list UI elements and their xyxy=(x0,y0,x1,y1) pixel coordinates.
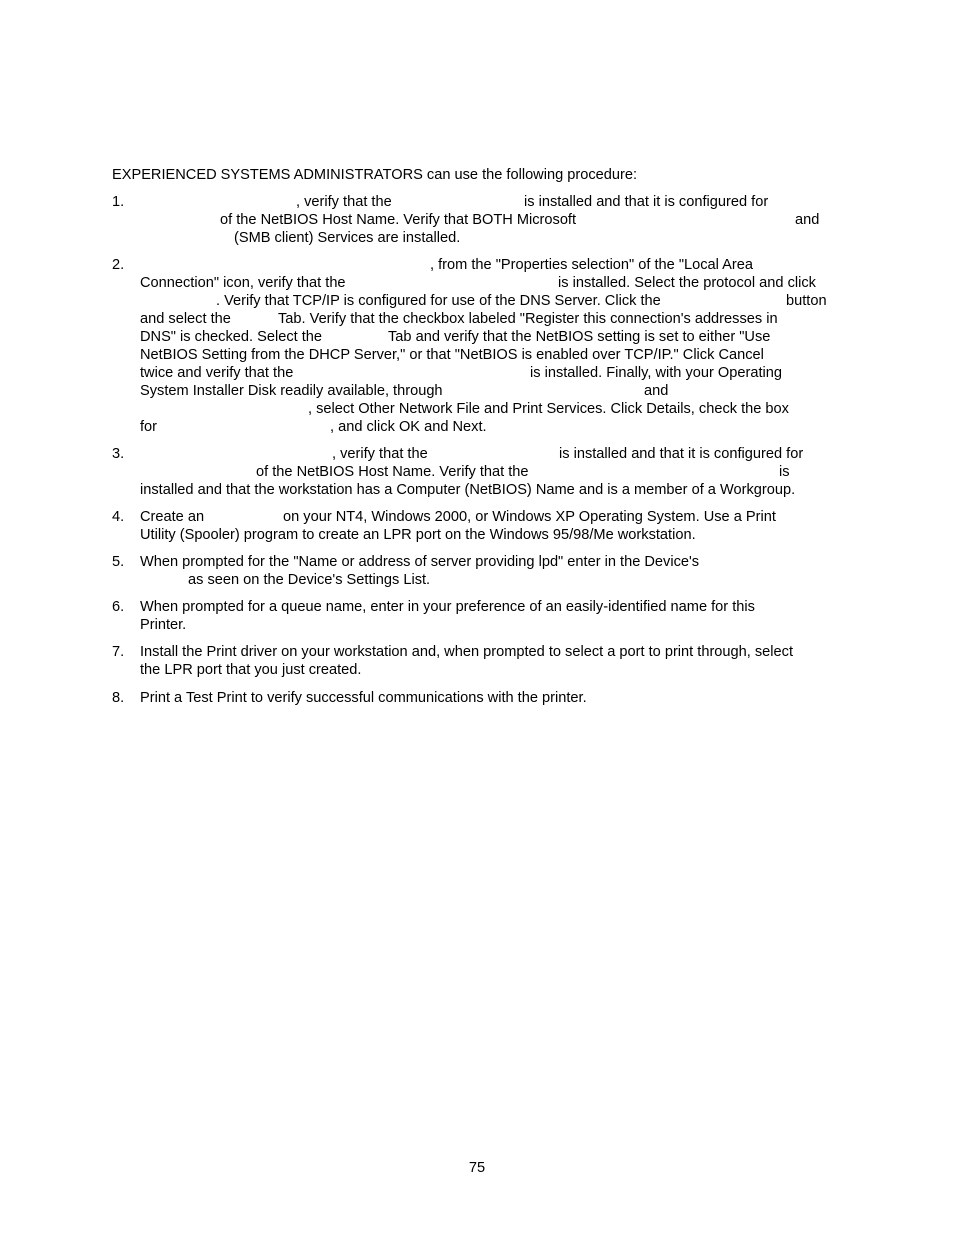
list-item-text: System Installer Disk readily available, through xyxy=(140,383,443,399)
list-item-number: 5. xyxy=(112,554,125,570)
list-item-text: and xyxy=(795,212,820,228)
list-item-text: , select Other Network File and Print Services. Click Details, check the box xyxy=(308,401,789,417)
list-item-text: Utility (Spooler) program to create an LPR port on the Windows 95/98/Me workstation. xyxy=(140,527,696,543)
list-item-text: for xyxy=(140,419,158,435)
list-item-text: Connection" icon, verify that the xyxy=(140,275,346,291)
list-item-text: twice and verify that the xyxy=(140,365,294,381)
list-item-text: and select the xyxy=(140,311,231,327)
list-item-text: installed and that the workstation has a Computer (NetBIOS) Name and is a member of a Workgroup. xyxy=(140,482,796,498)
page-number: 75 xyxy=(468,1160,486,1176)
list-item-number: 8. xyxy=(112,690,125,706)
list-item-text: Create an xyxy=(140,509,205,525)
list-item-text: is installed and that it is configured for xyxy=(524,194,769,210)
list-item-number: 4. xyxy=(112,509,125,525)
list-item-text: is installed. Finally, with your Operating xyxy=(530,365,782,381)
list-item-text: , from the "Properties selection" of the "Local Area xyxy=(430,257,753,273)
list-item-number: 1. xyxy=(112,194,125,210)
list-item-number: 7. xyxy=(112,644,125,660)
list-item-text: of the NetBIOS Host Name. Verify that BOTH Microsoft xyxy=(220,212,577,228)
list-item-number: 6. xyxy=(112,599,125,615)
list-item-number: 3. xyxy=(112,446,125,462)
list-item-text: as seen on the Device's Settings List. xyxy=(188,572,431,588)
list-item-text: DNS" is checked. Select the xyxy=(140,329,323,345)
list-item-text: . Verify that TCP/IP is configured for use of the DNS Server. Click the xyxy=(216,293,661,309)
list-item-text: is installed. Select the protocol and click xyxy=(558,275,816,291)
list-item-text: Tab and verify that the NetBIOS setting is set to either "Use xyxy=(388,329,771,345)
list-item-text: Printer. xyxy=(140,617,187,633)
list-item-text: is xyxy=(779,464,790,480)
list-item-text: button xyxy=(786,293,827,309)
list-item-text: , verify that the xyxy=(332,446,428,462)
list-item-text: (SMB client) Services are installed. xyxy=(234,230,461,246)
list-item-text: , verify that the xyxy=(296,194,392,210)
list-item-text: When prompted for a queue name, enter in your preference of an easily-identified name for this xyxy=(140,599,755,615)
list-item-number: 2. xyxy=(112,257,125,273)
intro-text: EXPERIENCED SYSTEMS ADMINISTRATORS can use the following procedure: xyxy=(112,167,638,183)
list-item-text: the LPR port that you just created. xyxy=(140,662,362,678)
list-item-text: Print a Test Print to verify successful communications with the printer. xyxy=(140,690,587,706)
list-item-text: When prompted for the "Name or address of server providing lpd" enter in the Device's xyxy=(140,554,700,570)
list-item-text: , and click OK and Next. xyxy=(330,419,487,435)
list-item-text: and xyxy=(644,383,669,399)
list-item-text: of the NetBIOS Host Name. Verify that the xyxy=(256,464,529,480)
list-item-text: Tab. Verify that the checkbox labeled "Register this connection's addresses in xyxy=(278,311,778,327)
list-item-text: Install the Print driver on your workstation and, when prompted to select a port to print through, select xyxy=(140,644,794,660)
list-item-text: is installed and that it is configured for xyxy=(559,446,804,462)
list-item-text: NetBIOS Setting from the DHCP Server," or that "NetBIOS is enabled over TCP/IP." Click Cancel xyxy=(140,347,764,363)
list-item-text: on your NT4, Windows 2000, or Windows XP Operating System. Use a Print xyxy=(283,509,776,525)
